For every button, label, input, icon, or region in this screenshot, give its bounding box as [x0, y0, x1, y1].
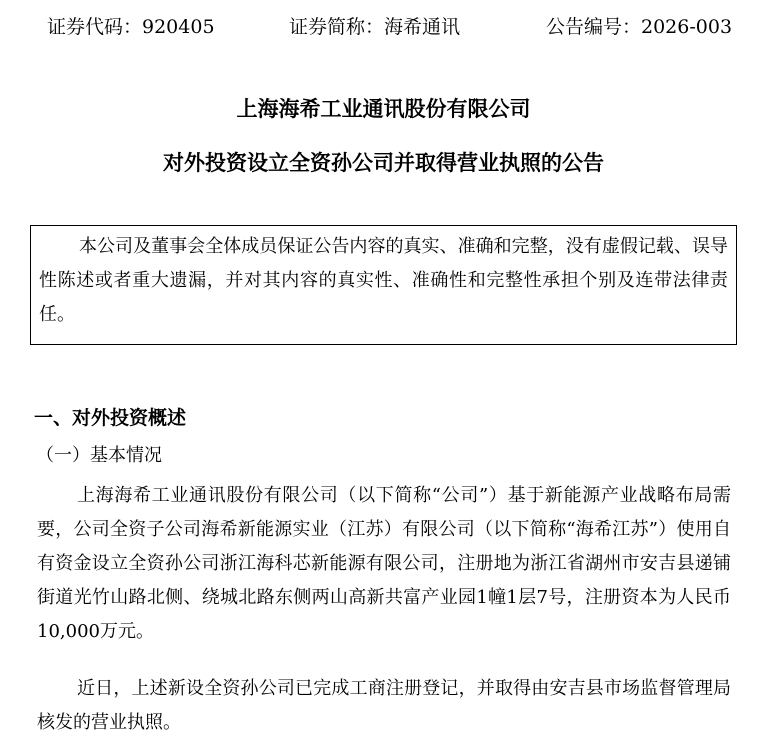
body-paragraph: 上海海希工业通讯股份有限公司（以下简称“公司”）基于新能源产业战略布局需要，公司全资子公司海希新能源实业（江苏）有限公司（以下简称“海希江苏”）使用自有资金设立全资孙公司浙江海科芯新能源有限公司，注册地为浙江省湖州市安吉县递铺街道光竹山路北侧、绕城北路东侧两山高新共富产业园1幢1层7号，注册资本为人民币10,000万元。: [37, 485, 731, 642]
sub-heading: （一）基本情况: [36, 445, 162, 466]
body-paragraph: 近日，上述新设全资孙公司已完成工商注册登记，并取得由安吉县市场监督管理局核发的营业执照。: [37, 678, 731, 733]
security-code: 证券代码：920405: [47, 16, 215, 38]
notice-title: 对外投资设立全资孙公司并取得营业执照的公告: [163, 151, 604, 175]
company-title: 上海海希工业通讯股份有限公司: [236, 97, 531, 121]
disclaimer-text: 本公司及董事会全体成员保证公告内容的真实、准确和完整，没有虚假记载、误导性陈述或者重大遗漏，并对其内容的真实性、准确性和完整性承担个别及连带法律责任。: [39, 236, 728, 325]
notice-number: 公告编号：2026-003: [546, 16, 733, 38]
security-name: 证券简称：海希通讯: [289, 16, 461, 38]
disclaimer-box: [30, 225, 737, 345]
section-heading: 一、对外投资概述: [34, 407, 187, 429]
